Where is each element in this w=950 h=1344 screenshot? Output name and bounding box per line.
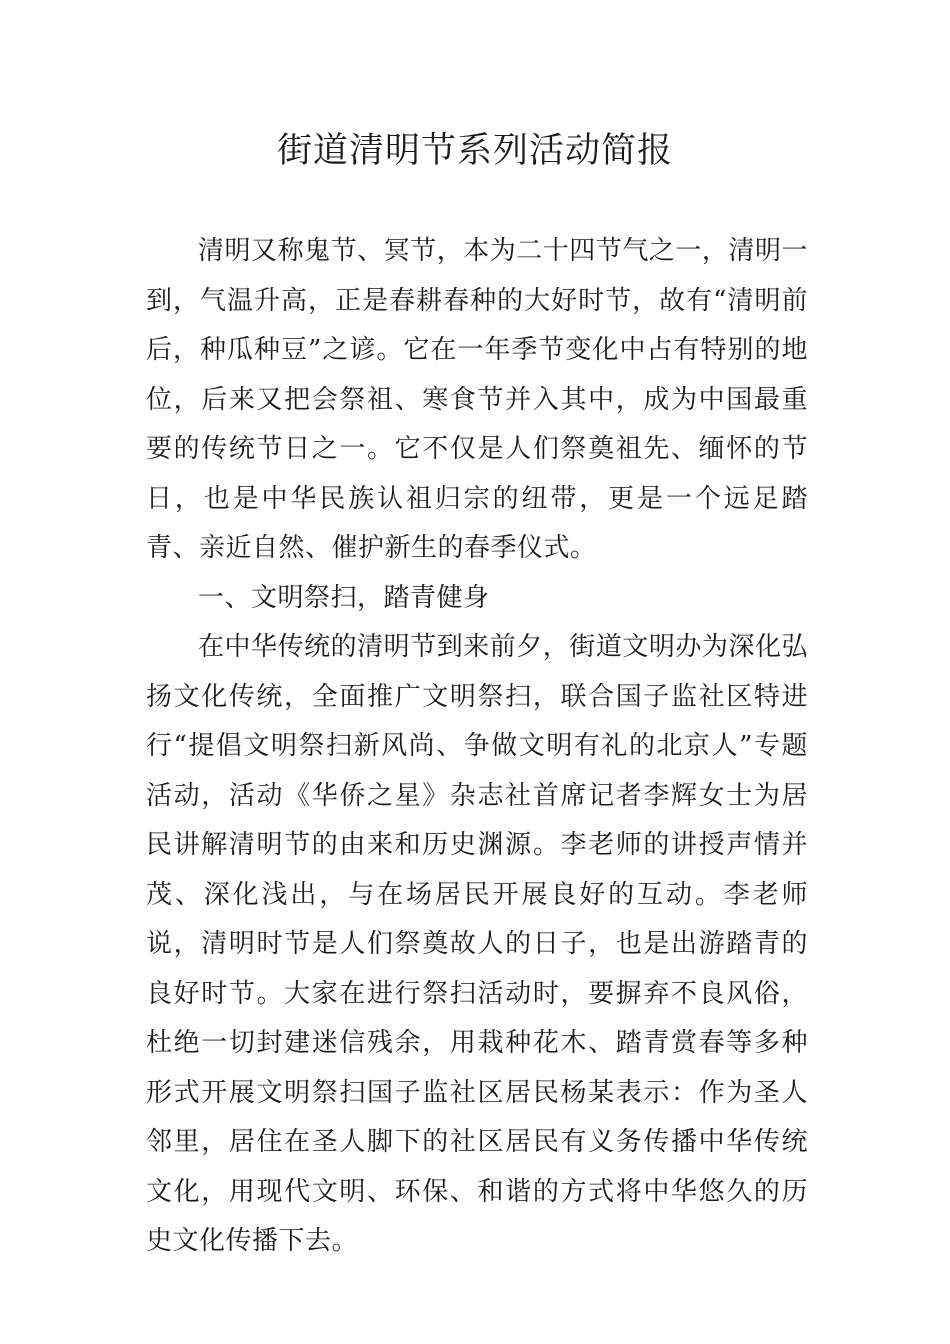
document-body	[146, 227, 808, 1267]
section-paragraph: 在中华传统的清明节到来前夕，街道文明办为深化弘扬文化传统，全面推广文明祭扫，联合国子监社区特进行“提倡文明祭扫新风尚、争做文明有礼的北京人”专题活动，活动《华侨之星》杂志社首席记者李辉女士为居民讲解清明节的由来和历史渊源。李老师的讲授声情并茂、深化浅出，与在场居民开展良好的互动。李老师说，清明时节是人们祭奠故人的日子，也是出游踏青的良好时节。大家在进行祭扫活动时，要摒弃不良风俗，杜绝一切封建迷信残余，用栽种花木、踏青赏春等多种形式开展文明祭扫国子监社区居民杨某表示：作为圣人邻里，居住在圣人脚下的社区居民有义务传播中华传统文化，用现代文明、环保、和谐的方式将中华悠久的历史文化传播下去。	[146, 632, 808, 1256]
section-heading: 一、文明祭扫，踏青健身	[198, 582, 490, 613]
intro-paragraph: 清明又称鬼节、冥节，本为二十四节气之一，清明一到，气温升高，正是春耕春种的大好时节，故有“清明前后，种瓜种豆”之谚。它在一年季节变化中占有特别的地位，后来又把会祭祖、寒食节并入其中，成为中国最重要的传统节日之一。它不仅是人们祭奠祖先、缅怀的节日，也是中华民族认祖归宗的纽带，更是一个远足踏青、亲近自然、催护新生的春季仪式。	[146, 236, 808, 563]
document-title: 街道清明节系列活动简报	[276, 131, 673, 171]
